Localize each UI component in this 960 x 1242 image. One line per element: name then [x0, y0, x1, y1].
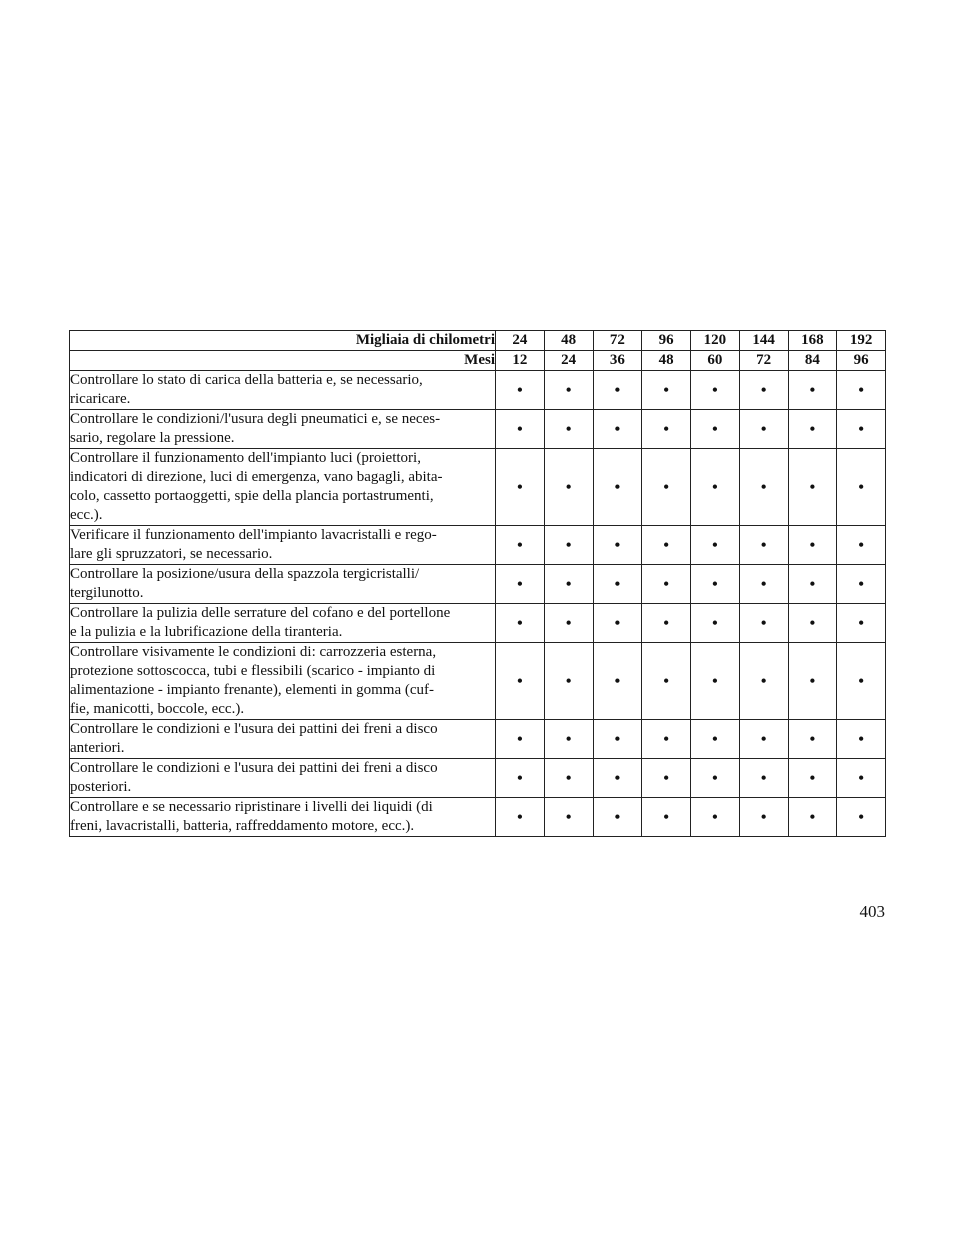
service-interval-mark: •: [739, 410, 788, 449]
page-number: 403: [859, 902, 885, 921]
service-interval-mark: •: [691, 371, 740, 410]
service-interval-mark: •: [837, 643, 886, 720]
km-header-value: 144: [739, 331, 788, 351]
service-interval-mark: •: [739, 604, 788, 643]
service-interval-mark: •: [593, 604, 642, 643]
task-description-line: protezione sottoscocca, tubi e flessibili (scarico - impianto di: [70, 663, 436, 679]
months-header-label: Mesi: [70, 351, 496, 371]
task-description: [70, 643, 496, 720]
task-description-line: anteriori.: [70, 740, 125, 756]
task-description: [70, 798, 496, 837]
service-interval-mark: •: [544, 371, 593, 410]
service-interval-mark: •: [642, 798, 691, 837]
service-interval-mark: •: [642, 604, 691, 643]
service-interval-mark: •: [837, 526, 886, 565]
km-header-value: 24: [496, 331, 545, 351]
months-header-value: 60: [691, 351, 740, 371]
service-interval-mark: •: [496, 410, 545, 449]
maintenance-schedule-table-wrap: [69, 330, 885, 837]
service-interval-mark: •: [739, 565, 788, 604]
km-header-label: Migliaia di chilometri: [70, 331, 496, 351]
service-interval-mark: •: [739, 759, 788, 798]
service-interval-mark: •: [642, 720, 691, 759]
table-row: [70, 526, 886, 565]
service-interval-mark: •: [496, 604, 545, 643]
table-row: [70, 449, 886, 526]
km-header-value: 48: [544, 331, 593, 351]
service-interval-mark: •: [544, 565, 593, 604]
service-interval-mark: •: [642, 643, 691, 720]
service-interval-mark: •: [544, 449, 593, 526]
months-header-value: 72: [739, 351, 788, 371]
service-interval-mark: •: [788, 371, 837, 410]
service-interval-mark: •: [544, 798, 593, 837]
service-interval-mark: •: [788, 643, 837, 720]
header-row-months: [70, 351, 886, 371]
service-interval-mark: •: [544, 759, 593, 798]
task-description-line: ecc.).: [70, 507, 103, 523]
service-interval-mark: •: [691, 798, 740, 837]
task-description: [70, 449, 496, 526]
table-row: [70, 643, 886, 720]
table-row: [70, 604, 886, 643]
table-row: [70, 371, 886, 410]
task-description-line: Controllare le condizioni e l'usura dei pattini dei freni a disco: [70, 760, 438, 776]
task-description-line: indicatori di direzione, luci di emergenza, vano bagagli, abita-: [70, 469, 443, 485]
task-description-line: Controllare la posizione/usura della spazzola tergicristalli/: [70, 566, 420, 582]
service-interval-mark: •: [691, 565, 740, 604]
service-interval-mark: •: [544, 643, 593, 720]
service-interval-mark: •: [837, 371, 886, 410]
table-row: [70, 565, 886, 604]
task-description: [70, 526, 496, 565]
service-interval-mark: •: [593, 643, 642, 720]
task-description: [70, 371, 496, 410]
service-interval-mark: •: [788, 720, 837, 759]
task-description: [70, 604, 496, 643]
service-interval-mark: •: [496, 798, 545, 837]
service-interval-mark: •: [691, 526, 740, 565]
task-description-line: freni, lavacristalli, batteria, raffreddamento motore, ecc.).: [70, 818, 415, 834]
km-header-value: 72: [593, 331, 642, 351]
task-description-line: fie, manicotti, boccole, ecc.).: [70, 701, 245, 717]
service-interval-mark: •: [642, 759, 691, 798]
months-header-value: 96: [837, 351, 886, 371]
service-interval-mark: •: [691, 449, 740, 526]
service-interval-mark: •: [837, 410, 886, 449]
service-interval-mark: •: [837, 565, 886, 604]
service-interval-mark: •: [544, 604, 593, 643]
task-description-line: Controllare la pulizia delle serrature del cofano e del portellone: [70, 605, 451, 621]
km-header-value: 96: [642, 331, 691, 351]
service-interval-mark: •: [593, 720, 642, 759]
service-interval-mark: •: [544, 526, 593, 565]
service-interval-mark: •: [496, 565, 545, 604]
task-description-line: colo, cassetto portaoggetti, spie della plancia portastrumenti,: [70, 488, 434, 504]
service-interval-mark: •: [642, 526, 691, 565]
task-description-line: Controllare lo stato di carica della batteria e, se necessario,: [70, 372, 423, 388]
service-interval-mark: •: [593, 565, 642, 604]
service-interval-mark: •: [837, 604, 886, 643]
km-header-value: 120: [691, 331, 740, 351]
service-interval-mark: •: [496, 371, 545, 410]
task-description: [70, 565, 496, 604]
service-interval-mark: •: [496, 526, 545, 565]
service-interval-mark: •: [593, 410, 642, 449]
service-interval-mark: •: [691, 410, 740, 449]
task-description-line: e la pulizia e la lubrificazione della tiranteria.: [70, 624, 343, 640]
months-header-value: 48: [642, 351, 691, 371]
months-header-value: 24: [544, 351, 593, 371]
service-interval-mark: •: [593, 798, 642, 837]
table-row: [70, 759, 886, 798]
task-description-line: tergilunotto.: [70, 585, 144, 601]
service-interval-mark: •: [642, 565, 691, 604]
service-interval-mark: •: [739, 720, 788, 759]
km-header-value: 192: [837, 331, 886, 351]
header-row-km: [70, 331, 886, 351]
task-description-line: Controllare il funzionamento dell'impianto luci (proiettori,: [70, 450, 421, 466]
service-interval-mark: •: [496, 449, 545, 526]
service-interval-mark: •: [691, 604, 740, 643]
service-interval-mark: •: [788, 410, 837, 449]
task-description-line: Verificare il funzionamento dell'impianto lavacristalli e rego-: [70, 527, 437, 543]
service-interval-mark: •: [837, 720, 886, 759]
task-description-line: Controllare le condizioni e l'usura dei pattini dei freni a disco: [70, 721, 438, 737]
task-description-line: sario, regolare la pressione.: [70, 430, 235, 446]
service-interval-mark: •: [788, 449, 837, 526]
service-interval-mark: •: [544, 720, 593, 759]
task-description: [70, 720, 496, 759]
service-interval-mark: •: [739, 449, 788, 526]
task-description-line: Controllare visivamente le condizioni di: carrozzeria esterna,: [70, 644, 437, 660]
task-description-line: alimentazione - impianto frenante), elementi in gomma (cuf-: [70, 682, 435, 698]
km-header-value: 168: [788, 331, 837, 351]
task-description-line: ricaricare.: [70, 391, 131, 407]
service-interval-mark: •: [837, 449, 886, 526]
service-interval-mark: •: [642, 371, 691, 410]
task-description: [70, 410, 496, 449]
service-interval-mark: •: [837, 798, 886, 837]
service-interval-mark: •: [788, 759, 837, 798]
maintenance-schedule-table: [69, 330, 886, 837]
months-header-value: 12: [496, 351, 545, 371]
table-row: [70, 720, 886, 759]
service-interval-mark: •: [739, 371, 788, 410]
service-interval-mark: •: [691, 759, 740, 798]
task-description-line: lare gli spruzzatori, se necessario.: [70, 546, 273, 562]
table-row: [70, 798, 886, 837]
service-interval-mark: •: [593, 526, 642, 565]
service-interval-mark: •: [837, 759, 886, 798]
service-interval-mark: •: [544, 410, 593, 449]
service-interval-mark: •: [788, 604, 837, 643]
service-interval-mark: •: [593, 759, 642, 798]
service-interval-mark: •: [739, 526, 788, 565]
months-header-value: 36: [593, 351, 642, 371]
months-header-value: 84: [788, 351, 837, 371]
service-interval-mark: •: [739, 643, 788, 720]
service-interval-mark: •: [642, 449, 691, 526]
service-interval-mark: •: [788, 526, 837, 565]
task-description-line: posteriori.: [70, 779, 132, 795]
service-interval-mark: •: [496, 720, 545, 759]
service-interval-mark: •: [739, 798, 788, 837]
service-interval-mark: •: [691, 643, 740, 720]
service-interval-mark: •: [593, 371, 642, 410]
task-description-line: Controllare le condizioni/l'usura degli pneumatici e, se neces-: [70, 411, 441, 427]
service-interval-mark: •: [691, 720, 740, 759]
service-interval-mark: •: [642, 410, 691, 449]
table-row: [70, 410, 886, 449]
service-interval-mark: •: [788, 565, 837, 604]
service-interval-mark: •: [496, 759, 545, 798]
task-description: [70, 759, 496, 798]
task-description-line: Controllare e se necessario ripristinare i livelli dei liquidi (di: [70, 799, 433, 815]
service-interval-mark: •: [496, 643, 545, 720]
service-interval-mark: •: [593, 449, 642, 526]
service-interval-mark: •: [788, 798, 837, 837]
